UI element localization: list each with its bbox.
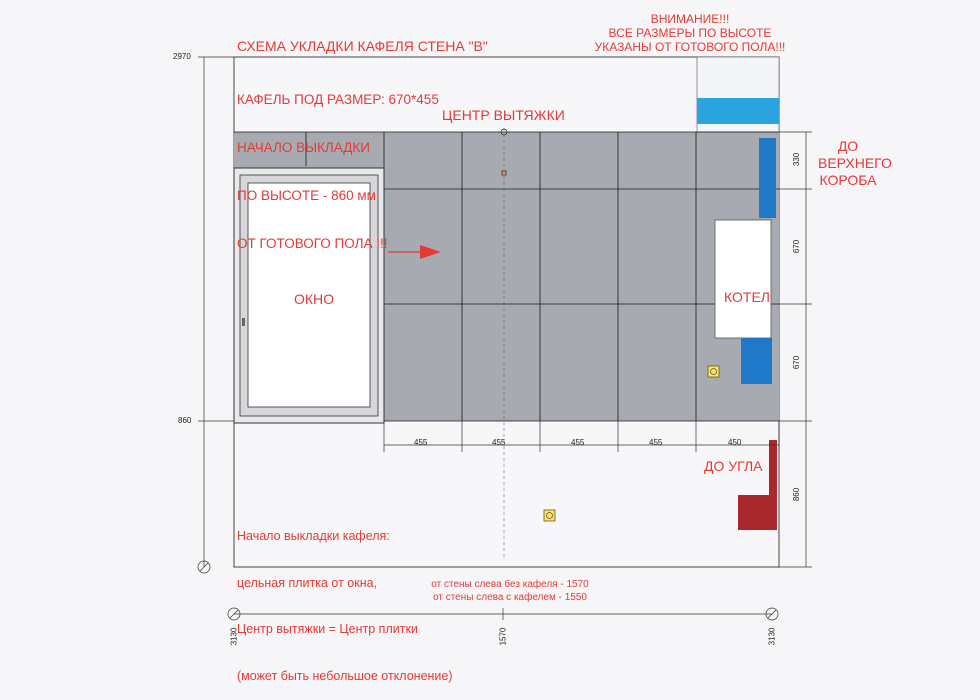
tile-info-line: НАЧАЛО ВЫКЛАДКИ (237, 140, 370, 155)
tile-info-line: КАФЕЛЬ ПОД РАЗМЕР: 670*455 (237, 92, 439, 107)
dim-left-top: 2970 (173, 52, 191, 61)
dim-tile-width: 450 (728, 438, 742, 447)
tile-info-line: ОТ ГОТОВОГО ПОЛА !!! (237, 236, 388, 251)
boiler-label: КОТЕЛ (724, 289, 770, 305)
dim-right-height: 860 (792, 487, 802, 502)
right-dimension-line (779, 132, 812, 567)
socket-upper (708, 366, 719, 377)
attention-line: УКАЗАНЫ ОТ ГОТОВОГО ПОЛА!!! (594, 40, 786, 54)
dim-bottom-left: 3130 (229, 627, 239, 646)
dim-left-mid: 860 (178, 416, 192, 425)
dim-tile-width: 455 (649, 438, 663, 447)
to-upper-box-line: КОРОБА (819, 172, 877, 188)
dim-bottom-mid: 1570 (498, 627, 508, 646)
attention-note (560, 12, 820, 54)
upper-box-blue-strip (697, 98, 779, 124)
dim-tile-width: 455 (492, 438, 506, 447)
dim-tile-width: 455 (571, 438, 585, 447)
tile-info-line: ПО ВЫСОТЕ - 860 мм. (237, 188, 380, 203)
to-corner-label: ДО УГЛА (704, 458, 763, 474)
tile-info (237, 60, 439, 268)
start-note-line: (может быть небольшое отклонение) (237, 668, 453, 683)
dim-tile-width: 455 (414, 438, 428, 447)
start-note-line: Центр вытяжки = Центр плитки (237, 622, 418, 636)
dim-right-height: 330 (792, 152, 802, 167)
window-label: ОКНО (294, 291, 335, 307)
to-upper-box-line: ДО (837, 138, 859, 154)
blue-box-upper (759, 138, 776, 218)
bottom-note-line: от стены слева без кафеля - 1570 (431, 579, 589, 590)
to-upper-box-line: ВЕРХНЕГО (818, 155, 892, 171)
attention-line: ВНИМАНИЕ!!! (650, 12, 730, 26)
dim-right-height: 670 (792, 355, 802, 370)
blue-box-lower (741, 338, 772, 384)
start-note-line: Начало выкладки кафеля: (237, 529, 390, 543)
to-upper-box-label (818, 138, 892, 189)
dim-right-height: 670 (792, 239, 802, 254)
dim-bottom-right: 3130 (767, 627, 777, 646)
bottom-note-line: от стены слева с кафелем - 1550 (433, 592, 587, 603)
boiler-box (715, 220, 771, 338)
bottom-notes (420, 578, 600, 604)
diagram-title: СХЕМА УКЛАДКИ КАФЕЛЯ СТЕНА "В" (237, 38, 488, 54)
hood-center-label: ЦЕНТР ВЫТЯЖКИ (442, 107, 565, 123)
attention-line: ВСЕ РАЗМЕРЫ ПО ВЫСОТЕ (608, 26, 772, 40)
left-dimension-line (198, 57, 234, 573)
start-note-line: цельная плитка от окна, (237, 575, 378, 590)
socket-lower (544, 510, 555, 521)
